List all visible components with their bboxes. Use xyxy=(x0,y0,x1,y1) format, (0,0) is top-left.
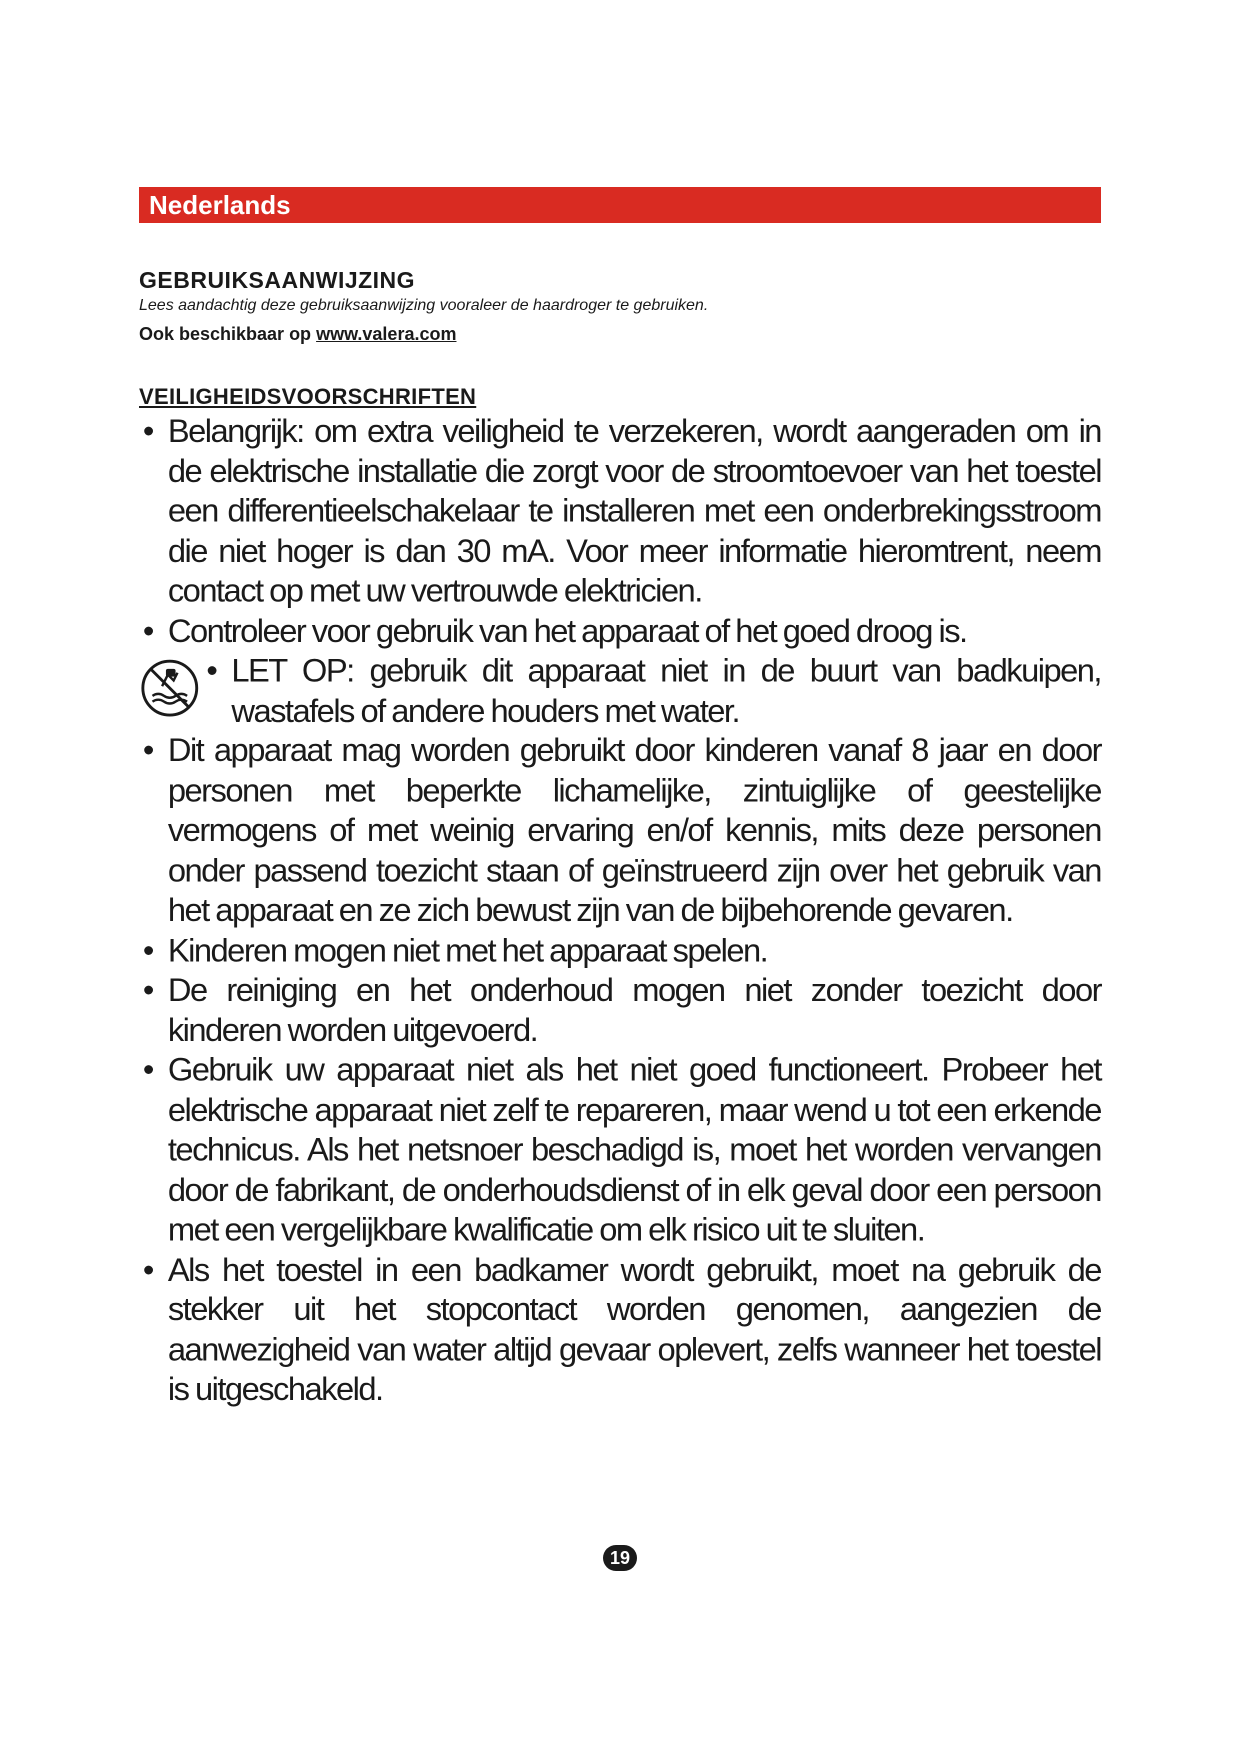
page-number: 19 xyxy=(603,1545,637,1571)
safety-rule: • Als het toestel in een badkamer wordt gebruikt, moet na gebruik de stekker uit het stopcontact worden genomen, aangezien de aanwezigheid van water altijd gevaar oplevert, zelfs wanneer het toestel is uitgeschakeld. xyxy=(139,1250,1101,1410)
safety-rule: • De reiniging en het onderhoud mogen niet zonder toezicht door kinderen worden uitgevoerd. xyxy=(139,971,1101,1051)
no-water-bathtub-icon xyxy=(139,657,201,719)
availability-line xyxy=(139,322,1099,346)
availability-text: Ook beschikbaar op xyxy=(139,324,312,344)
safety-rule: • Gebruik uw apparaat niet als het niet goed functioneert. Probeer het elektrische apparaat niet zelf te repareren, maar wend u tot een erkende technicus. Als het netsnoer beschadigd is, moet het worden vervangen door de fabrikant, de onderhoudsdienst of in elk geval door een persoon met een vergelijkbare kwalificatie om elk risico uit te sluiten. xyxy=(139,1051,1101,1251)
safety-rule: • Belangrijk: om extra veiligheid te verzekeren, wordt aangeraden om in de elektrische installatie die zorgt voor de stroomtoevoer van het toestel een differentieelschakelaar te installeren met een onderbrekingsstroom die niet hoger is dan 30 mA. Voor meer informatie hieromtrent, neem contact op met uw vertrouwde elektricien. xyxy=(139,412,1101,612)
safety-rule-warning xyxy=(139,652,1101,732)
safety-section-title: VEILIGHEIDSVOORSCHRIFTEN xyxy=(139,384,477,409)
language-label: Nederlands xyxy=(149,190,291,220)
website-link[interactable]: www.valera.com xyxy=(316,324,457,344)
safety-rule: • Dit apparaat mag worden gebruikt door kinderen vanaf 8 jaar en door personen met beperkte lichamelijke, zintuiglijke of geestelijke vermogens of met weinig ervaring en/of kennis, mits deze personen onder passend toezicht staan of geïnstrueerd zijn over het gebruik van het apparaat en ze zich bewust zijn van de bijbehorende gevaren. xyxy=(139,731,1101,931)
document-title: GEBRUIKSAANWIJZING xyxy=(139,267,416,293)
warning-rule-text: LET OP: gebruik dit apparaat niet in de buurt van badkuipen, wastafels of andere houders met water. xyxy=(231,652,1101,730)
safety-rule: • Controleer voor gebruik van het apparaat of het goed droog is. xyxy=(139,612,1101,652)
safety-rule: • Kinderen mogen niet met het apparaat spelen. xyxy=(139,931,1101,971)
safety-rules-list xyxy=(139,412,1101,1410)
intro-block xyxy=(139,266,1099,346)
language-bar xyxy=(139,187,1101,223)
reading-instruction: Lees aandachtig deze gebruiksaanwijzing vooraleer de haardroger te gebruiken. xyxy=(139,297,709,314)
